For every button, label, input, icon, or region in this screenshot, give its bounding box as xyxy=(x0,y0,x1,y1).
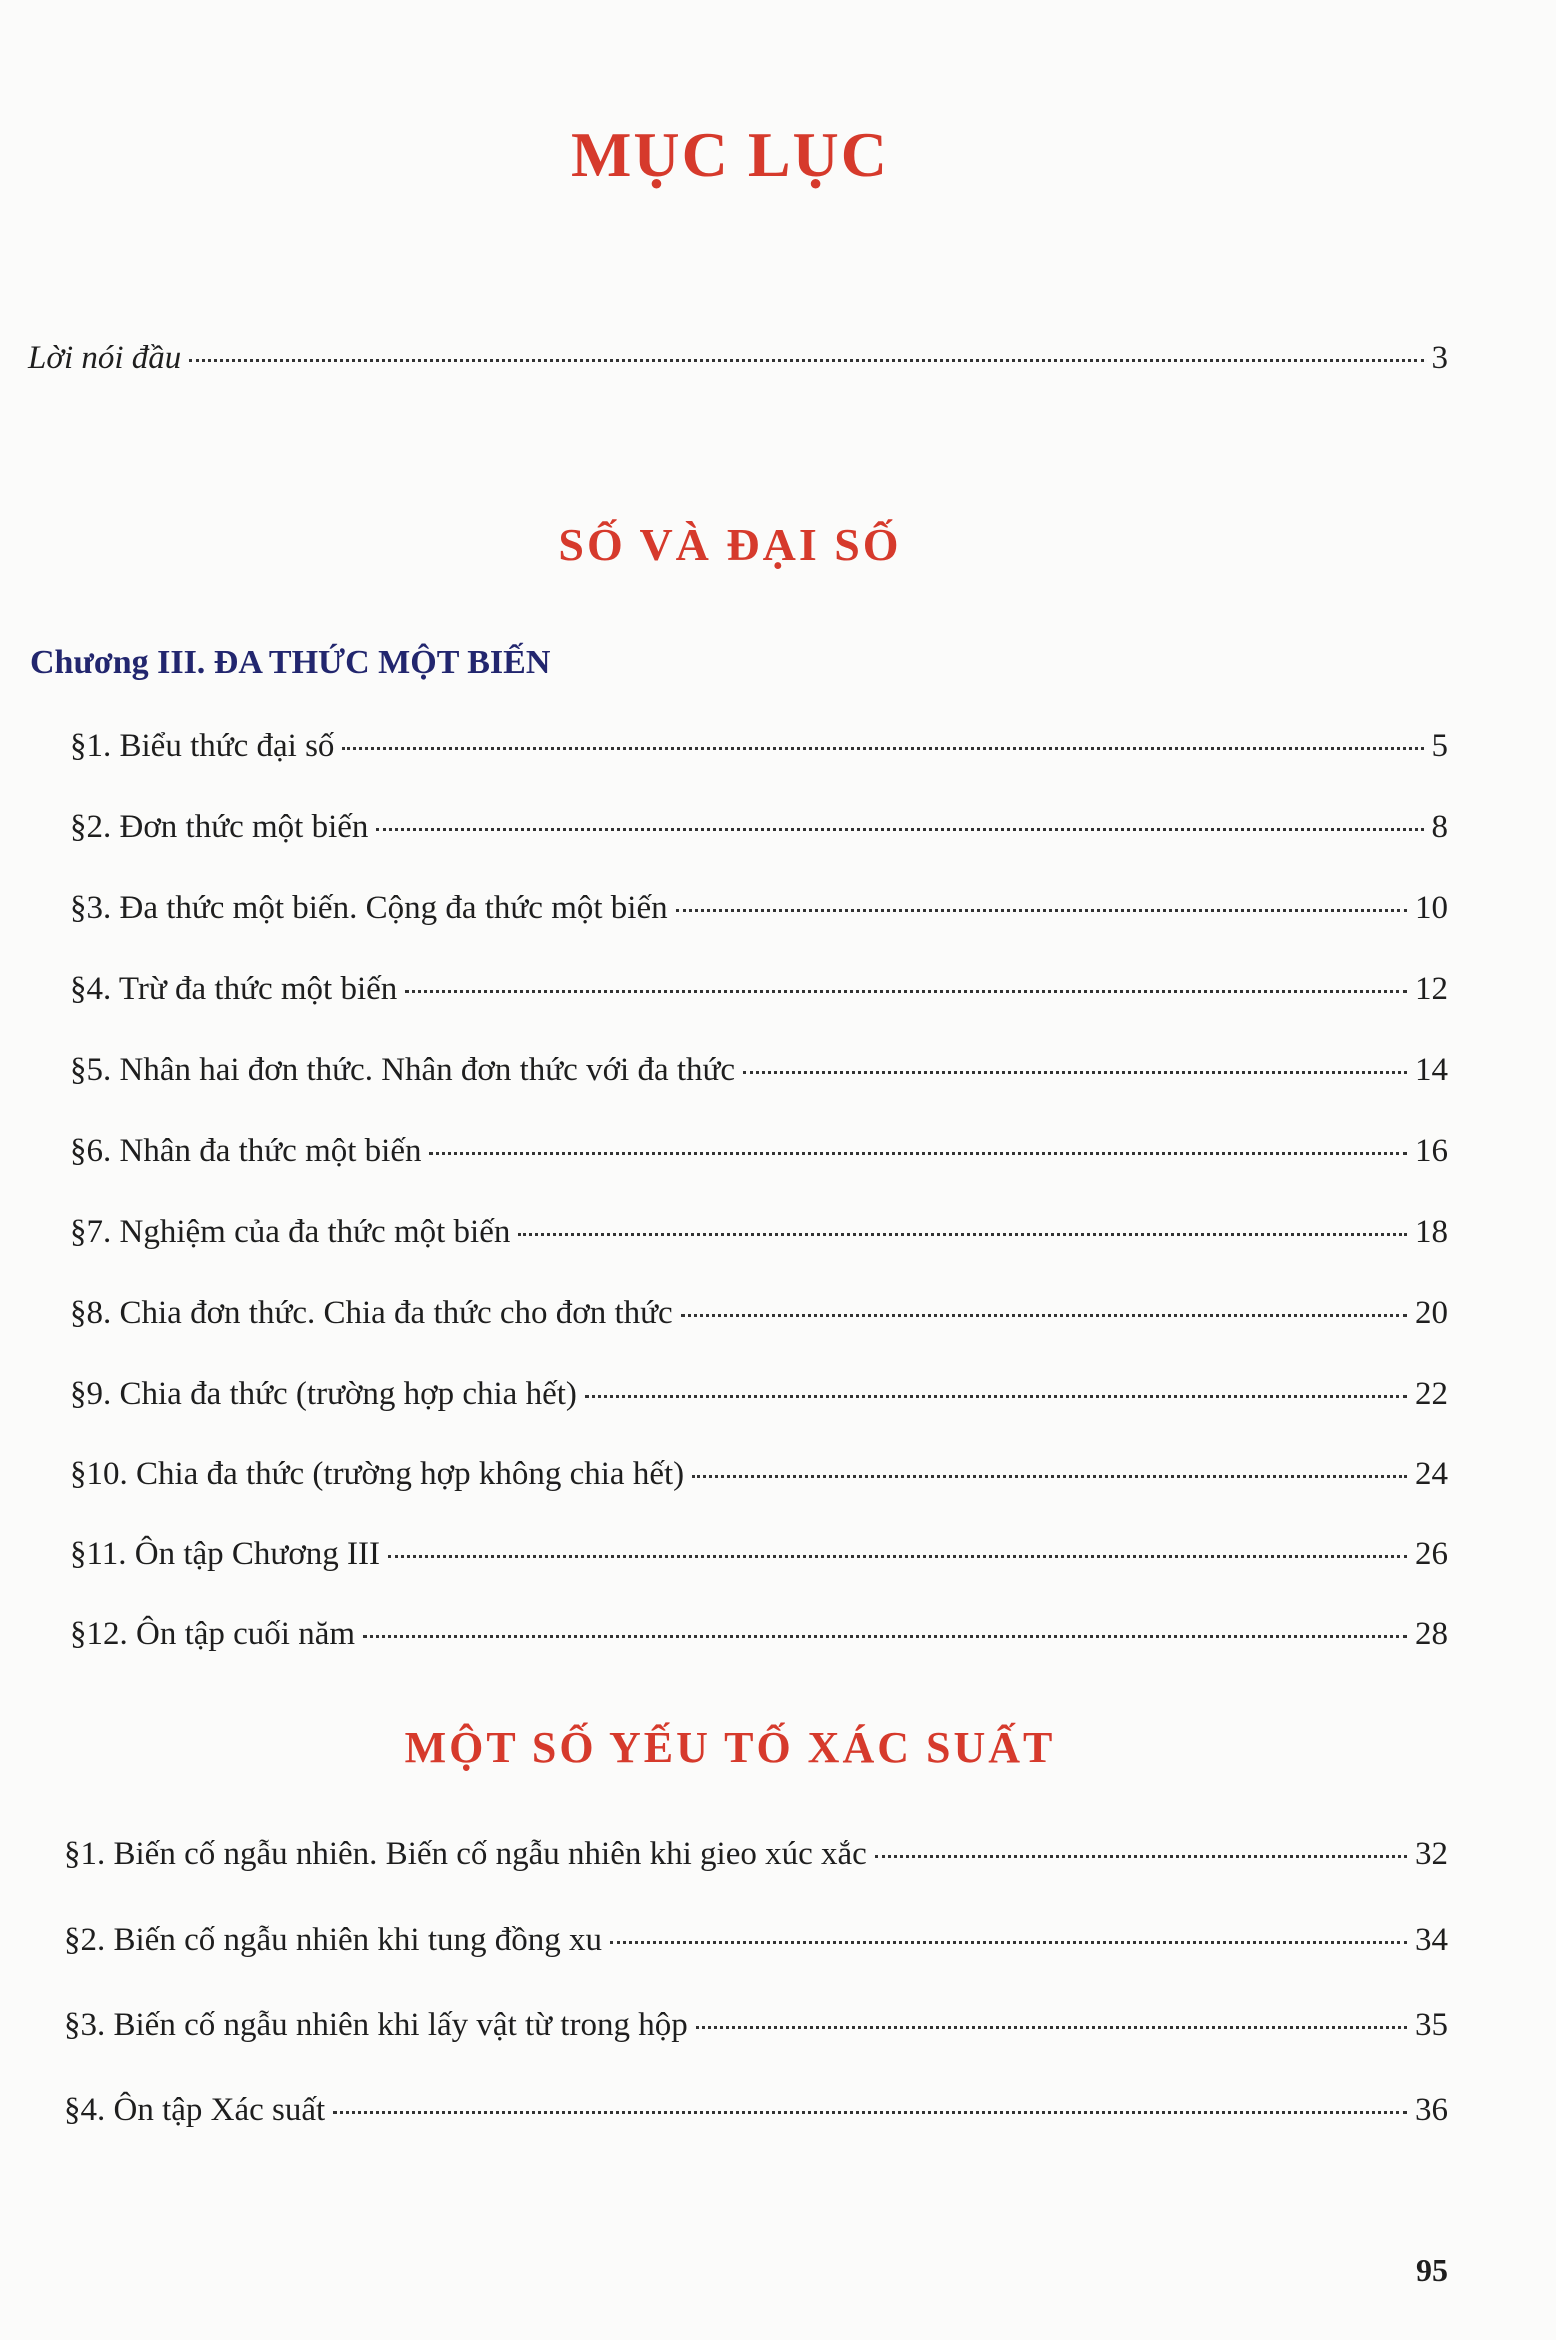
toc-entry-label: §1. Biến cố ngẫu nhiên. Biến cố ngẫu nhiên khi gieo xúc xắc xyxy=(64,1836,867,1872)
page-title: MỤC LỤC xyxy=(571,119,889,190)
toc-entry-preface xyxy=(28,340,1448,377)
toc-entry-page: 28 xyxy=(1415,1616,1448,1652)
section-heading-algebra: SỐ VÀ ĐẠI SỐ xyxy=(558,519,902,570)
toc-entry-label: §7. Nghiệm của đa thức một biến xyxy=(70,1214,511,1250)
section-heading-probability: MỘT SỐ YẾU TỐ XÁC SUẤT xyxy=(404,1723,1056,1772)
leader-dots xyxy=(376,828,1423,831)
toc-entry-label: §12. Ôn tập cuối năm xyxy=(70,1616,356,1652)
toc-entry-page: 14 xyxy=(1415,1052,1448,1088)
toc-entry-page: 16 xyxy=(1415,1133,1448,1169)
toc-entry-page: 34 xyxy=(1415,1922,1448,1958)
toc-entry-page: 3 xyxy=(1431,340,1448,376)
toc-entry-label: §11. Ôn tập Chương III xyxy=(70,1536,380,1572)
leader-dots xyxy=(189,359,1423,362)
toc-entry xyxy=(70,971,1448,1008)
leader-dots xyxy=(518,1233,1407,1236)
toc-entry-page: 24 xyxy=(1415,1456,1448,1492)
toc-entry xyxy=(70,1133,1448,1170)
toc-entry-page: 12 xyxy=(1415,971,1448,1007)
toc-entry-page: 35 xyxy=(1415,2007,1448,2043)
toc-entry xyxy=(70,809,1448,846)
leader-dots xyxy=(692,1475,1407,1478)
toc-entry-label: §4. Trừ đa thức một biến xyxy=(70,971,398,1007)
toc-entry-label: §6. Nhân đa thức một biến xyxy=(70,1133,422,1169)
toc-entry-label: §3. Biến cố ngẫu nhiên khi lấy vật từ trong hộp xyxy=(64,2007,688,2043)
toc-entry-page: 26 xyxy=(1415,1536,1448,1572)
toc-entry-label: §4. Ôn tập Xác suất xyxy=(64,2092,326,2128)
toc-entry xyxy=(70,1456,1448,1493)
chapter-heading: Chương III. ĐA THỨC MỘT BIẾN xyxy=(30,644,551,681)
leader-dots xyxy=(696,2026,1407,2029)
toc-entry-label: §9. Chia đa thức (trường hợp chia hết) xyxy=(70,1376,577,1412)
toc-entry-label: §2. Biến cố ngẫu nhiên khi tung đồng xu xyxy=(64,1922,603,1958)
toc-entry-page: 5 xyxy=(1431,728,1448,764)
toc-entry xyxy=(70,1616,1448,1653)
toc-entry-label: Lời nói đầu xyxy=(28,340,182,376)
toc-entry-label: §5. Nhân hai đơn thức. Nhân đơn thức với đa thức xyxy=(70,1052,736,1088)
toc-entry-label: §8. Chia đơn thức. Chia đa thức cho đơn thức xyxy=(70,1295,673,1331)
toc-entry-page: 10 xyxy=(1415,890,1448,926)
toc-entry xyxy=(70,1536,1448,1573)
toc-entry-page: 18 xyxy=(1415,1214,1448,1250)
leader-dots xyxy=(610,1941,1407,1944)
leader-dots xyxy=(743,1071,1407,1074)
toc-entry-page: 32 xyxy=(1415,1836,1448,1872)
leader-dots xyxy=(429,1152,1407,1155)
toc-entry xyxy=(70,1376,1448,1413)
toc-entry xyxy=(70,1052,1448,1089)
toc-entry xyxy=(70,1295,1448,1332)
toc-entry xyxy=(70,890,1448,927)
leader-dots xyxy=(388,1555,1407,1558)
page-number: 95 xyxy=(1416,2252,1448,2288)
toc-entry xyxy=(64,1922,1448,1959)
toc-entry-label: §1. Biểu thức đại số xyxy=(70,728,335,764)
toc-entry-page: 20 xyxy=(1415,1295,1448,1331)
toc-entry xyxy=(70,1214,1448,1251)
leader-dots xyxy=(342,747,1423,750)
leader-dots xyxy=(681,1314,1407,1317)
toc-entry-page: 36 xyxy=(1415,2092,1448,2128)
toc-entry xyxy=(64,2007,1448,2044)
toc-entry-page: 8 xyxy=(1431,809,1448,845)
toc-entry xyxy=(70,728,1448,765)
leader-dots xyxy=(363,1635,1407,1638)
toc-entry-label: §3. Đa thức một biến. Cộng đa thức một biến xyxy=(70,890,668,926)
leader-dots xyxy=(676,909,1407,912)
toc-entry-page: 22 xyxy=(1415,1376,1448,1412)
leader-dots xyxy=(333,2111,1407,2114)
leader-dots xyxy=(405,990,1407,993)
toc-entry-label: §2. Đơn thức một biến xyxy=(70,809,369,845)
toc-entry xyxy=(64,2092,1448,2129)
toc-entry-label: §10. Chia đa thức (trường hợp không chia hết) xyxy=(70,1456,685,1492)
toc-entry xyxy=(64,1836,1448,1873)
leader-dots xyxy=(875,1855,1407,1858)
leader-dots xyxy=(585,1395,1407,1398)
